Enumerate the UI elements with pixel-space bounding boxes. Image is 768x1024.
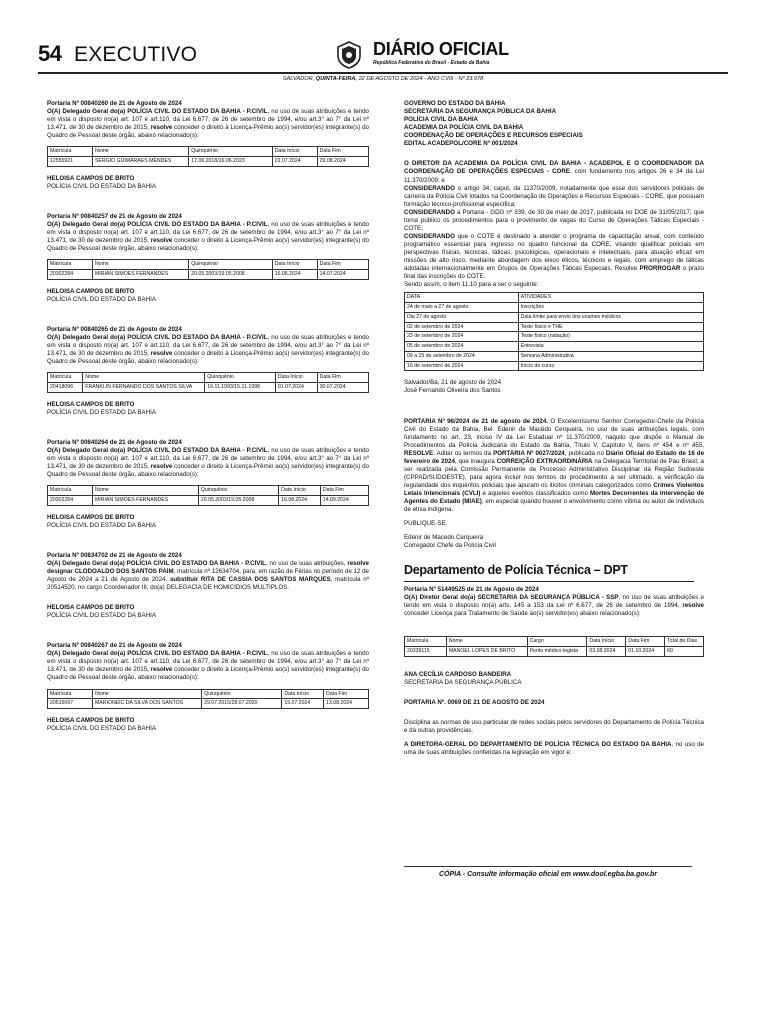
portaria-body: O(A) Delegado Geral do(a) POLÍCIA CIVIL DO ESTADO DA BAHIA - P.CIVIL, no uso de suas atribuições e tendo em vista o disposto no(a) art. 107 e art.110, da Lei 6.677, de 26 de setembro de 1994, e/ou art.3° ao 7° da Lei nº 13.471, de 30 de dezembro de 2015, resolve conceder o direito à Licença-Prêmio ao(s) servidor(es) integrante(s) do Quadro de Pessoal deste órgão, abaixo relacionado(s): (47, 650, 369, 682)
portaria-0069 (404, 699, 704, 757)
portaria-body: O(A) Diretor Geral do(a) SECRETARIA DA SEGURANÇA PÚBLICA - SSP, no uso de suas atribuições e tendo em vista o disposto no(a) arts. 145 a 153 da Lei nº 6.677, de 26 de setembro de 1994, resolve conceder Licença para Tratamento de Saúde ao(s) servidor(es) abaixo relacionado(s): (404, 593, 704, 618)
table-row: 20302284 MIRIAN SIMOES FERNANDES 20.05.2003/19.05.2008 16.06.2024 14.07.2024 (48, 270, 369, 280)
lts-table: Matrícula Nome Cargo Data Início Data Fim Total de Dias 20339115 MANOEL LOPES DE BRITO Perito médico-legista 03.08.2024 01.10.2024 60 (404, 636, 704, 657)
table-row: 24 de maio a 27 de agosto Inscrições (405, 303, 704, 313)
portaria-title: PORTARIA Nº. 0069 DE 21 DE AGOSTO DE 2024 (404, 698, 545, 706)
edital-header-line: POLÍCIA CIVIL DA BAHIA (404, 116, 479, 124)
coat-of-arms-icon (334, 40, 364, 70)
licenca-table: Matrícula Nome Quinquênio Data Início Data Fim 20302284 MIRIAN SIMOES FERNANDES 20.05.2003/19.05.2008 16.08.2024 14.09.2024 (47, 485, 369, 506)
portaria-title: Portaria Nº 00840264 de 21 de Agosto de 2024 (47, 438, 182, 446)
table-row: 20418096 FRANKLIN FERNANDO DOS SANTOS SILVA 16.11.1993/15.11.1998 01.07.2024 30.07.2024 (48, 382, 369, 392)
signer-org: POLÍCIA CIVIL DO ESTADO DA BAHIA (47, 182, 156, 190)
portaria-96-2024 (404, 418, 704, 551)
masthead (38, 40, 728, 86)
table-row: Dia 27 de agosto Data limite para envio dos exames médicos (405, 312, 704, 322)
portaria-title: Portaria Nº 00840257 de 21 de Agosto de 2024 (47, 212, 182, 220)
footer-copy-notice: CÓPIA - Consulte informação oficial em www.dool.egba.ba.gov.br (438, 871, 658, 878)
publique-se: PUBLIQUE-SE. (404, 520, 448, 528)
portaria-51449525 (404, 586, 704, 687)
portaria-body: O(A) Delegado Geral do(a) POLÍCIA CIVIL DO ESTADO DA BAHIA - P.CIVIL, no uso de suas atribuições e tendo em vista o disposto no(a) art. 107 e art.110, da Lei 6.677, de 26 de setembro de 1994, e/ou art.3° ao 7° da Lei nº 13.471, de 30 de dezembro de 2015, resolve conceder o direito à Licença-Prêmio ao(s) servidor(es) integrante(s) do Quadro de Pessoal deste órgão, abaixo relacionado(s): (47, 108, 369, 140)
licenca-table: Matrícula Nome Quinquênio Data Início Data Fim 12555921 SERGIO GUIMARAES MENDES 17.06.2018/16.06.2023 01.07.2024 29.08.2024 (47, 146, 369, 167)
edital-intro: O DIRETOR DA ACADEMIA DA POLÍCIA CIVIL DA BAHIA - ACADEPOL E O COORDENADOR DA COORDENAÇÃO DE OPERAÇÕES ESPECIAIS - CORE, com fundamento nos artigos 26 e 34 da Lei 11.370/2009; e (404, 160, 704, 184)
signer-org: POLÍCIA CIVIL DO ESTADO DA BAHIA (47, 612, 156, 620)
dateline-city: SALVADOR, (282, 76, 315, 82)
portaria-00840267 (47, 642, 369, 733)
left-column (47, 100, 369, 733)
portaria-preambulo: A DIRETORA-GERAL DO DEPARTAMENTO DE POLÍCIA TÉCNICA DO ESTADO DA BAHIA, no uso de uma de suas atribuições conferidas na legislação em vigor e: (404, 740, 704, 756)
signer-name: HELOISA CAMPOS DE BRITO (47, 174, 135, 182)
table-row: 09 a 15 de setembro de 2024 Semana Administrativa (405, 351, 704, 361)
page-number: 54 (38, 41, 62, 66)
table-row: 12555921 SERGIO GUIMARAES MENDES 17.06.2018/16.06.2023 01.07.2024 29.08.2024 (48, 157, 369, 167)
signer-name: HELOISA CAMPOS DE BRITO (47, 513, 135, 521)
portaria-96-body: PORTARIA Nº 96/2024 de 21 de agosto de 2024. O Excelentíssimo Senhor Corregedor-Chefe da Polícia Civil do Estado da Bahia, Bel. Edenir de Macêdo Cerqueira, no uso de suas atribuições legais, com fundamento no art. 23, inciso IV da Lei Estadual nº 11.370/2009, naquilo que dispõe o Manual de Procedimentos da Polícia Judiciária do Estado da Bahia, Título V, Capítulo V, itens nº 454 e nº 455, RESOLVE: Aditar os termos da PORTARIA Nº 0027/2024, publicada no Diário Oficial do Estado de 16 de fevereiro de 2024, que inaugura CORREIÇÃO EXTRAORDINÁRIA na Delegacia Territorial de Pau Brasil, a ser realizada pela Comissão Permanente de Processo Administrativo Disciplinar da Região Sudoeste (CPPAD/SUDOESTE), para agora incluir nos termos do procedimento a ser ultimado, a verificação da regularidade dos inquéritos policiais que apuram os ilícitos criminais categorizados como Crimes Violentos Letais Intencionais (CVLI) e aqueles eventos classificados como Mortes Decorrentes da Intervenção de Agentes do Estado (MIAE), em especial quando houver o envolvimento como vítima ou autor de indivíduos de etnia indígena. (404, 417, 705, 514)
port96-signer: Edenir de Macedo Cerqueira (404, 534, 484, 542)
table-row: 20302284 MIRIAN SIMOES FERNANDES 20.05.2003/19.05.2008 16.08.2024 14.09.2024 (48, 495, 369, 505)
dateline-day: QUINTA-FEIRA, (315, 76, 357, 82)
footer-rule (404, 866, 692, 867)
portaria-title: Portaria Nº 51449525 de 21 de Agosto de 2024 (404, 585, 539, 593)
table-row: 23 de setembro de 2024 Teste físico (natação) (405, 332, 704, 342)
edital-header-line: ACADEMIA DA POLÍCIA CIVIL DA BAHIA (404, 124, 524, 132)
portaria-00840257 (47, 213, 369, 304)
right-column (404, 100, 704, 757)
table-row: 20339115 MANOEL LOPES DE BRITO Perito médico-legista 03.08.2024 01.10.2024 60 (405, 646, 704, 656)
signer-name: HELOISA CAMPOS DE BRITO (47, 717, 135, 724)
edital-header-line: SECRETARIA DA SEGURANÇA PÚBLICA DA BAHIA (404, 108, 557, 116)
signer-name: ANA CECÍLIA CARDOSO BANDEIRA (404, 670, 512, 678)
licenca-table: Matrícula Nome Quinquênio Data Início Data Fim 20515097 MARIONEIC DA SILVA DOS SANTOS 29.07.2015/28.07.2020 15.07.2024 13.08.2024 (47, 689, 369, 710)
dpt-section-title: Departamento de Polícia Técnica – DPT (404, 563, 628, 578)
edital-header-line: GOVERNO DO ESTADO DA BAHIA (404, 100, 506, 107)
edital-considerando-1: CONSIDERANDO o artigo 34, caput, da 11370/2009, notadamente que esse dos servidores policiais de carreira da Polícia Civil lotados na Coordenação de Operações e Recursos Especiais - CORE, que possuam formação técnico-profissional específica; (404, 184, 704, 208)
edital-considerando-2: CONSIDERANDO a Portaria - GDG nº 339, de 30 de maio de 2017, publicada no DOE de 31/05/2017, que torna público os procedimentos para o provimento de vagas do Curso de Operações Táticas Especiais - COTE; (404, 208, 704, 232)
portaria-ementa: Disciplina as normas de uso particular de redes sociais pelos servidores do Departamento de Polícia Técnica e dá outras providências. (404, 718, 704, 734)
portaria-00840260 (47, 100, 369, 191)
signer-org: POLÍCIA CIVIL DO ESTADO DA BAHIA (47, 408, 156, 416)
port96-signer-role: Corregador Chefe da Polícia Civil (404, 542, 496, 550)
portaria-body: O(A) Delegado Geral do(a) POLÍCIA CIVIL DO ESTADO DA BAHIA - P.CIVIL, no uso de suas atribuições e tendo em vista o disposto no(a) art. 107 e art.110, da Lei 6.677, de 26 de setembro de 1994, e/ou art.3° ao 7° da Lei nº 13.471, de 30 de dezembro de 2015, resolve conceder o direito à Licença-Prêmio ao(s) servidor(es) integrante(s) do Quadro de Pessoal deste órgão, abaixo relacionado(s): (47, 446, 369, 479)
signer-org: POLÍCIA CIVIL DO ESTADO DA BAHIA (47, 295, 156, 303)
brand (373, 40, 509, 66)
brand-title: DIÁRIO OFICIAL (373, 39, 509, 59)
dateline (38, 76, 728, 83)
portaria-00834702 (47, 552, 369, 620)
edital-header-line: COORDENAÇÃO DE OPERAÇÕES E RECURSOS ESPECIAIS (404, 132, 583, 140)
edital-acadepol (404, 100, 704, 396)
edital-place-date: Salvador/Ba, 21 de agosto de 2024 (404, 379, 502, 387)
dpt-rule (404, 581, 694, 582)
edital-considerando-3: CONSIDERANDO que o COTE é destinado a atender o programa de capacitação anual, com conteúdo programático essencial para ingresso no quadro funcional da CORE, visando qualificar policiais em perspectivas físicas, técnicas, táticas, psicológicas, operacionais e intelectuais, para atuação eficaz em missões de alto risco, mediante abordagem dos eixos éticos, técnicos e legais, com emprego de táticas adotadas internacionalmente em Grupos de Operações Táticas Especiais. Resolve PRORROGAR o prazo final das inscrições do COTE. (404, 232, 705, 281)
table-row: 20515097 MARIONEIC DA SILVA DOS SANTOS 29.07.2015/28.07.2020 15.07.2024 13.08.2024 (48, 699, 369, 709)
signer-org: POLÍCIA CIVIL DO ESTADO DA BAHIA (47, 521, 156, 529)
signer-org: POLÍCIA CIVIL DO ESTADO DA BAHIA (47, 725, 156, 733)
portaria-00840264 (47, 439, 369, 530)
section-name: EXECUTIVO (74, 43, 198, 66)
portaria-body: O(A) Delegado Geral do(a) POLÍCIA CIVIL DO ESTADO DA BAHIA - P.CIVIL, no uso de suas atribuições e tendo em vista o disposto no(a) art. 107 e art.110, da Lei 6.677, de 26 de setembro de 1994, e/ou art.3° ao 7° da Lei nº 13.471, de 30 de dezembro de 2015, resolve conceder o direito à Licença-Prêmio ao(s) servidor(es) integrante(s) do Quadro de Pessoal deste órgão, abaixo relacionado(s): (47, 333, 369, 366)
signer-name: HELOISA CAMPOS DE BRITO (47, 287, 135, 295)
licenca-table: Matrícula Nome Quinquênio Data Início Data Fim 20302284 MIRIAN SIMOES FERNANDES 20.05.2003/19.05.2008 16.06.2024 14.07.2024 (47, 259, 369, 280)
table-row: 16 de setembro de 2024 Início do curso (405, 361, 704, 371)
header-rule (38, 72, 728, 74)
portaria-title: Portaria Nº 00834702 de 21 de Agosto de 2024 (47, 551, 182, 559)
edital-sendo: Sendo assim, o item 11.10 para a ser o seguinte: (404, 281, 539, 289)
dateline-rest: 22 DE AGOSTO DE 2024 - ANO CVIII - Nº 23.978 (358, 76, 484, 82)
portaria-body: O(A) Delegado Geral do(a) POLÍCIA CIVIL DO ESTADO DA BAHIA - P.CIVIL, no uso de suas atribuições e tendo em vista o disposto no(a) art. 107 e art.110, da Lei 6.677, de 26 de setembro de 1994, e/ou art.3° ao 7° da Lei nº 13.471, de 30 de dezembro de 2015, resolve conceder o direito à Licença-Prêmio ao(s) servidor(es) integrante(s) do Quadro de Pessoal deste órgão, abaixo relacionado(s): (47, 221, 369, 253)
portaria-body: O(A) Delegado Geral do(a) POLÍCIA CIVIL DO ESTADO DA BAHIA - P.CIVIL, no uso de suas atribuições, resolve designar CLODOALDO DOS SANTOS PAIM, matrícula nº 12634704, para, em razão de Férias no período de 12 de Agosto de 2024 a 21 de Agosto de 2024, substituir RITA DE CASSIA DOS SANTOS MARQUES, matrícula nº 20514520, no cargo Coordenador III, do(a) DELEGACIA DE HOMICIDIOS MULTIPLOS. (47, 559, 369, 591)
licenca-table: Matrícula Nome Quinquênio Data Início Data Fim 20418096 FRANKLIN FERNANDO DOS SANTOS SILVA 16.11.1993/15.11.1998 01.07.2024 30.07.2024 (47, 372, 369, 393)
signer-name: HELOISA CAMPOS DE BRITO (47, 604, 135, 612)
signer-name: HELOISA CAMPOS DE BRITO (47, 400, 135, 408)
brand-subtitle: República Federativa do Brasil - Estado da Bahia (373, 59, 490, 66)
table-row: 02 de setembro de 2024 Teste físico e THE (405, 322, 704, 332)
portaria-title: Portaria Nº 00840265 de 21 de Agosto de 2024 (47, 325, 182, 333)
edital-title: EDITAL ACADEPOL/CORE Nº 001/2024 (404, 140, 518, 148)
portaria-00840265 (47, 326, 369, 417)
portaria-title: Portaria Nº 00840260 de 21 de Agosto de 2024 (47, 100, 182, 107)
signer-org: SECRETARIA DA SEGURANÇA PÚBLICA (404, 678, 522, 686)
edital-signer: José Fernando Oliveira dos Santos (404, 387, 501, 395)
portaria-title: Portaria Nº 00840267 de 21 de Agosto de 2024 (47, 642, 182, 650)
table-row: 05 de setembro de 2024 Entrevista (405, 342, 704, 352)
schedule-table: DATA ATIVIDADES 24 de maio a 27 de agosto Inscrições Dia 27 de agosto Data limite para envio dos exames médicos 02 de setembro de 2024 Teste físico e THE 23 de setembro de 2024 Teste físico (natação) 05 de setembro de 2024 Entrevista 09 a 15 de setembro de 2024 Semana Administrativa 16 de setembro de 2024 Início do curso (404, 292, 704, 371)
